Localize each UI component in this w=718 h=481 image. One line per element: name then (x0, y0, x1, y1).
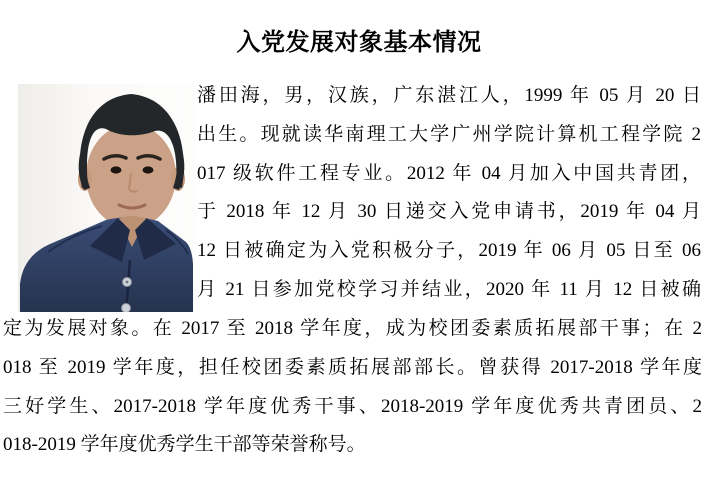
left-eye (111, 166, 122, 173)
paragraph-full-width (3, 310, 702, 465)
text-line: 018 至 2019 学年度，担任校团委素质拓展部部长。曾获得 2017-2018 学年度 (3, 356, 702, 378)
text-line: 12 日被确定为入党积极分子，2019 年 06 月 05 日至 06 (197, 240, 701, 262)
portrait-photo-illustration (18, 84, 195, 312)
document-title: 入党发展对象基本情况 (236, 30, 482, 56)
portrait-photo (18, 84, 195, 312)
text-line: 于 2018 年 12 月 30 日递交入党申请书，2019 年 04 月 (197, 201, 701, 223)
text-line: 定为发展对象。在 2017 至 2018 学年度，成为校团委素质拓展部干事；在 2 (3, 318, 702, 339)
paragraph-beside-photo (197, 77, 701, 310)
text-line: 018-2019 学年度优秀学生干部等荣誉称号。 (3, 434, 366, 456)
text-line: 017 级软件工程专业。2012 年 04 月加入中国共青团， (197, 162, 701, 184)
right-eye (143, 166, 154, 173)
jacket-button-hole (126, 281, 129, 284)
text-line: 出生。现就读华南理工大学广州学院计算机工程学院 2 (197, 123, 701, 145)
text-line: 月 21 日参加党校学习并结业，2020 年 11 月 12 日被确 (197, 278, 701, 300)
text-line: 潘田海，男，汉族，广东湛江人，1999 年 05 月 20 日 (197, 85, 701, 106)
text-line: 三好学生、2017-2018 学年度优秀干事、2018-2019 学年度优秀共青团员、2 (3, 395, 702, 417)
